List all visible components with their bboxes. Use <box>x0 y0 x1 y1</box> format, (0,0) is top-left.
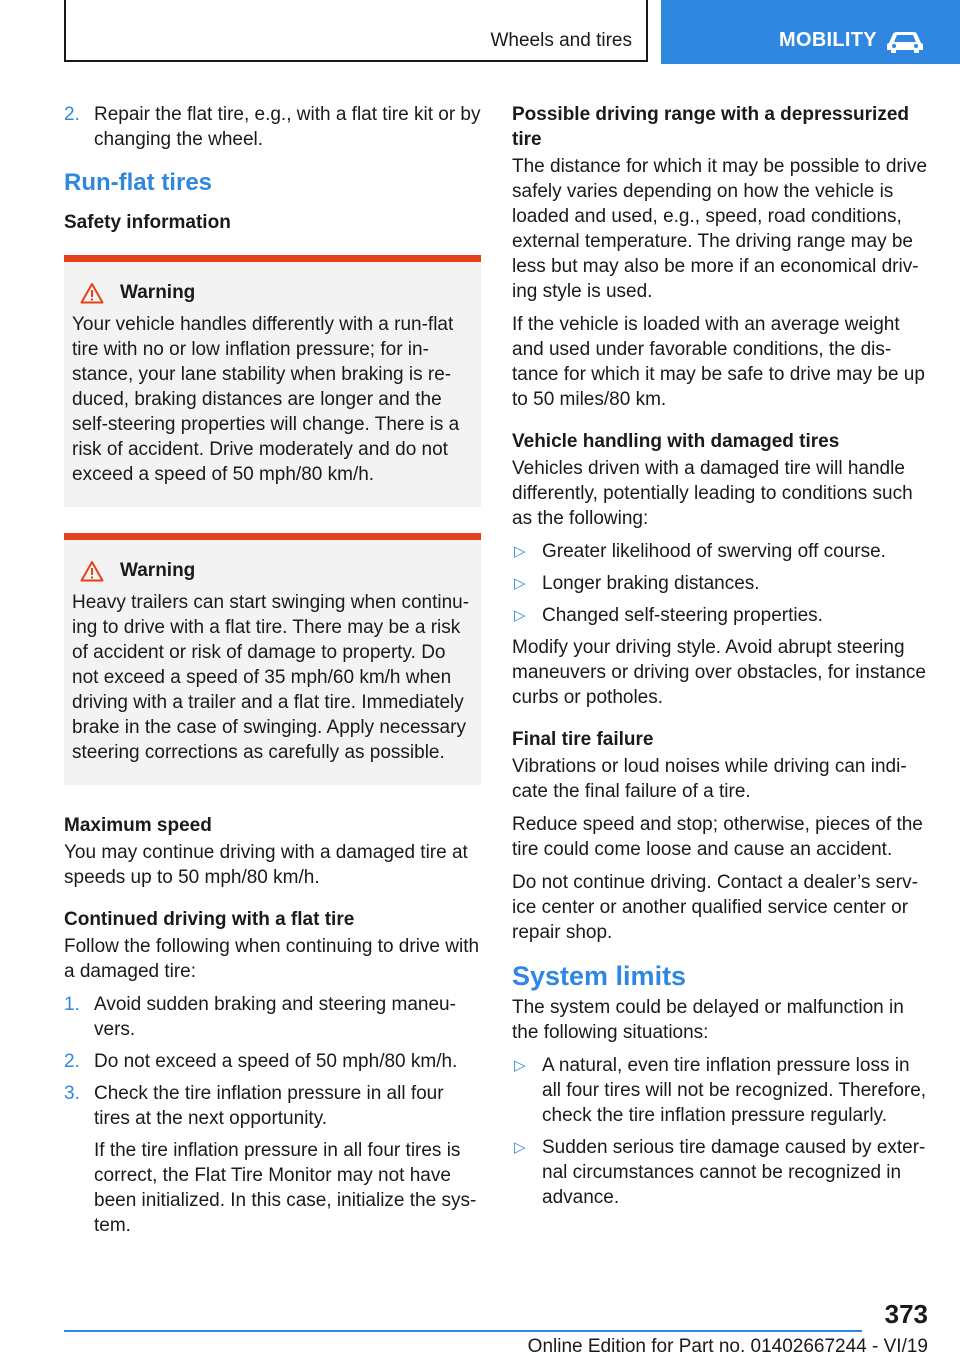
list-item <box>512 539 928 564</box>
list-item <box>512 1135 928 1210</box>
page-number: 373 <box>884 1299 928 1329</box>
section-title: Wheels and tires <box>490 30 632 51</box>
step-text: Check the tire inflation pressure in all four tires at the next opportunity. <box>94 1083 444 1129</box>
paragraph: The distance for which it may be possible to drive safely varies depending on how the vehicle is loaded and used, e.g., speed, road conditions, external temperature. The driving range may be less but may also be more if an economical driv-ing style is used. <box>512 156 928 302</box>
bullet-triangle-icon: ▷ <box>514 575 526 592</box>
paragraph: Follow the following when continuing to drive with a damaged tire: <box>64 936 480 982</box>
list-item <box>64 992 481 1042</box>
section-tab <box>64 0 648 62</box>
warning-triangle-icon <box>80 282 104 304</box>
list-item <box>64 1081 481 1238</box>
list-item <box>64 1049 481 1074</box>
step-number: 1. <box>64 994 80 1015</box>
bullet-triangle-icon: ▷ <box>514 1057 526 1074</box>
warning-title <box>72 558 473 583</box>
subheading-continued-driving: Continued driving with a flat tire <box>64 909 355 930</box>
car-icon <box>885 28 925 54</box>
list-text: Changed self-steering properties. <box>542 605 823 626</box>
subheading-vehicle-handling: Vehicle handling with damaged tires <box>512 431 840 452</box>
section-heading-run-flat: Run-flat tires <box>64 169 213 196</box>
bullet-triangle-icon: ▷ <box>514 1139 526 1156</box>
step-number: 2. <box>64 104 80 125</box>
step-text: Avoid sudden braking and steering maneu-vers. <box>94 994 456 1040</box>
chapter-title: MOBILITY <box>779 29 877 51</box>
step-text: Do not exceed a speed of 50 mph/80 km/h. <box>94 1051 458 1072</box>
warning-title <box>72 280 473 305</box>
edition-note: Online Edition for Part no. 01402667244 - VI/19 <box>527 1336 928 1357</box>
step-number: 2. <box>64 1051 80 1072</box>
list-text: Greater likelihood of swerving off course. <box>542 541 886 562</box>
paragraph: Vibrations or loud noises while driving can indi-cate the final failure of a tire. <box>512 756 907 802</box>
bullet-triangle-icon: ▷ <box>514 543 526 560</box>
subheading-safety: Safety information <box>64 212 231 233</box>
right-column <box>512 102 928 1217</box>
footer-divider <box>64 1330 862 1332</box>
warning-box <box>64 255 481 507</box>
warning-text: Your vehicle handles differently with a run-flat tire with no or low inflation pressure; for in-stance, your lane stability when braking is re-duced, braking distances are longer and the self-steering properties will change. There is a risk of accident. Drive moderately and do not exceed a speed of 50 mph/80 km/h. <box>72 314 460 485</box>
paragraph: Vehicles driven with a damaged tire will handle differently, potentially leading to conditions such as the following: <box>512 458 913 529</box>
list-text: Sudden serious tire damage caused by exter-nal circumstances cannot be recognized in advance. <box>542 1137 926 1208</box>
paragraph: Reduce speed and stop; otherwise, pieces of the tire could come loose and cause an accident. <box>512 814 923 860</box>
step-number: 3. <box>64 1083 80 1104</box>
paragraph: If the vehicle is loaded with an average weight and used under favorable conditions, the dis-tance for which it may be safe to drive may be up to 50 miles/80 km. <box>512 314 925 410</box>
list-item <box>512 1053 928 1128</box>
left-column <box>64 102 481 1246</box>
step-text: Repair the flat tire, e.g., with a flat tire kit or by changing the wheel. <box>94 104 481 150</box>
warning-label: Warning <box>120 560 196 581</box>
list-item <box>512 603 928 628</box>
step-note: If the tire inflation pressure in all four tires is correct, the Flat Tire Monitor may not have been initialized. In this case, initialize the sys-tem. <box>94 1140 477 1236</box>
chapter-tab <box>661 0 960 64</box>
page-header <box>0 0 960 66</box>
paragraph: Do not continue driving. Contact a dealer’s serv-ice center or another qualified service center or repair shop. <box>512 872 918 943</box>
list-text: Longer braking distances. <box>542 573 760 594</box>
list-item <box>512 571 928 596</box>
list-item <box>64 102 481 152</box>
subheading-max-speed: Maximum speed <box>64 815 212 836</box>
subheading-final-failure: Final tire failure <box>512 729 654 750</box>
warning-text: Heavy trailers can start swinging when continu-ing to drive with a flat tire. There may be a risk of accident or risk of damage to property. Do not exceed a speed of 35 mph/60 km/h when driving with a trailer and a flat tire. Immediately brake in the case of swinging. Apply necessary steering corrections as carefully as possible. <box>72 592 470 763</box>
paragraph: You may continue driving with a damaged tire at speeds up to 50 mph/80 km/h. <box>64 842 468 888</box>
paragraph: Modify your driving style. Avoid abrupt steering maneuvers or driving over obstacles, for instance curbs or potholes. <box>512 637 926 708</box>
subheading-driving-range: Possible driving range with a depressurized tire <box>512 104 909 150</box>
list-text: A natural, even tire inflation pressure loss in all four tires will not be recognized. Therefore, check the tire inflation pressure regularly. <box>542 1055 927 1126</box>
bullet-triangle-icon: ▷ <box>514 607 526 624</box>
section-heading-system-limits: System limits <box>512 961 687 991</box>
warning-label: Warning <box>120 282 196 303</box>
warning-box <box>64 533 481 785</box>
paragraph: The system could be delayed or malfunction in the following situations: <box>512 997 904 1043</box>
warning-triangle-icon <box>80 560 104 582</box>
